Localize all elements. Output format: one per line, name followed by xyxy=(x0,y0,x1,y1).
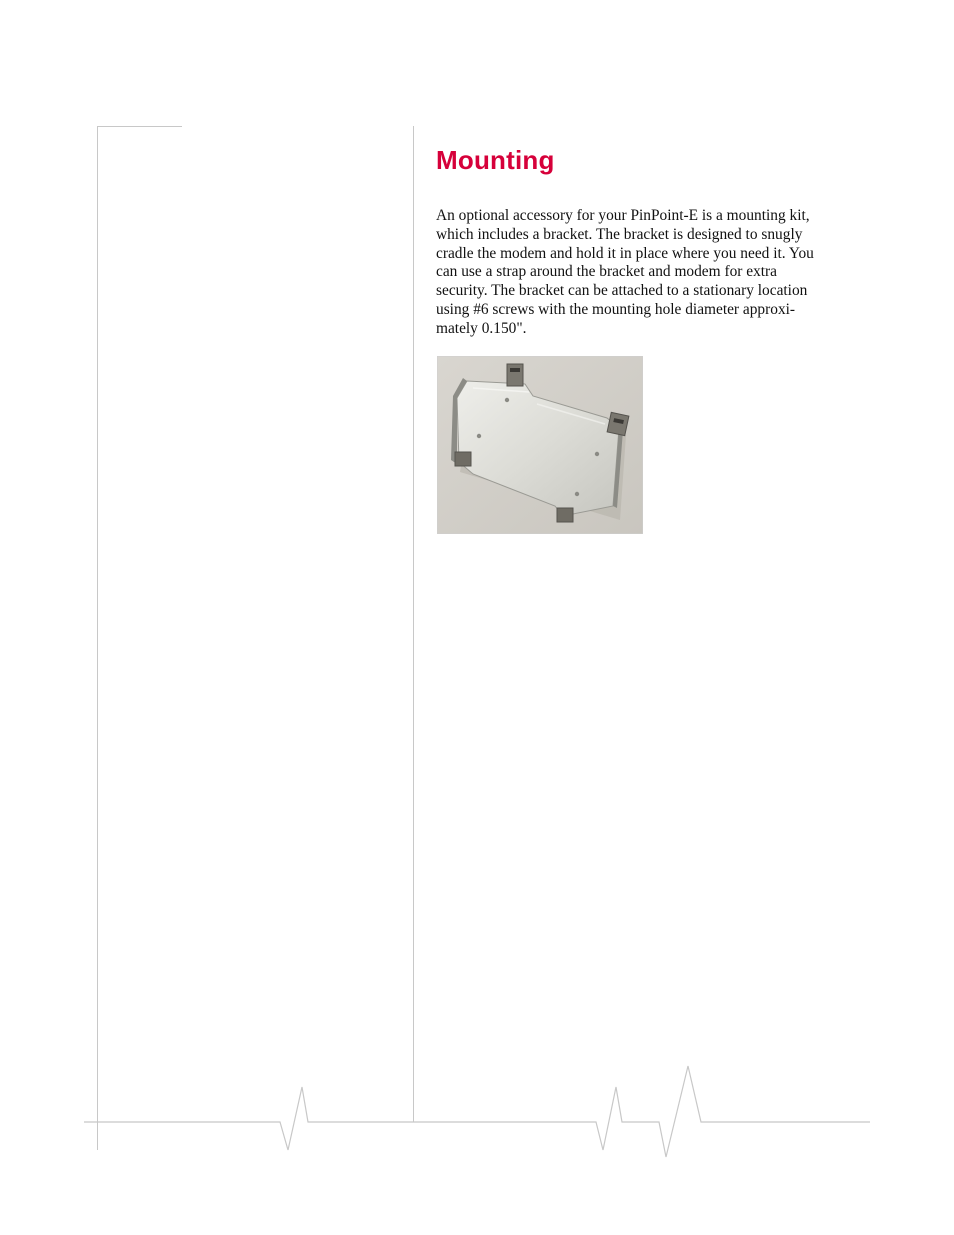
column-divider-rule xyxy=(413,126,414,1122)
mounting-bracket-photo xyxy=(437,356,643,534)
left-margin-rule xyxy=(97,126,98,1150)
paragraph-line: using #6 screws with the mounting hole diameter approxi- xyxy=(436,300,796,318)
paragraph-line: cradle the modem and hold it in place where you need it. You xyxy=(436,244,814,262)
body-paragraph xyxy=(436,207,864,339)
paragraph-line: security. The bracket can be attached to a stationary location xyxy=(436,282,808,300)
paragraph-line: An optional accessory for your PinPoint-E is a mounting kit, xyxy=(436,207,810,224)
top-corner-rule xyxy=(97,126,182,127)
page-title: Mounting xyxy=(436,145,555,175)
paragraph-line: which includes a bracket. The bracket is designed to snugly xyxy=(436,225,803,243)
paragraph-line: mately 0.150". xyxy=(436,319,527,337)
paragraph-line: can use a strap around the bracket and modem for extra xyxy=(436,263,778,281)
footer-heartbeat-rule xyxy=(0,1060,954,1170)
